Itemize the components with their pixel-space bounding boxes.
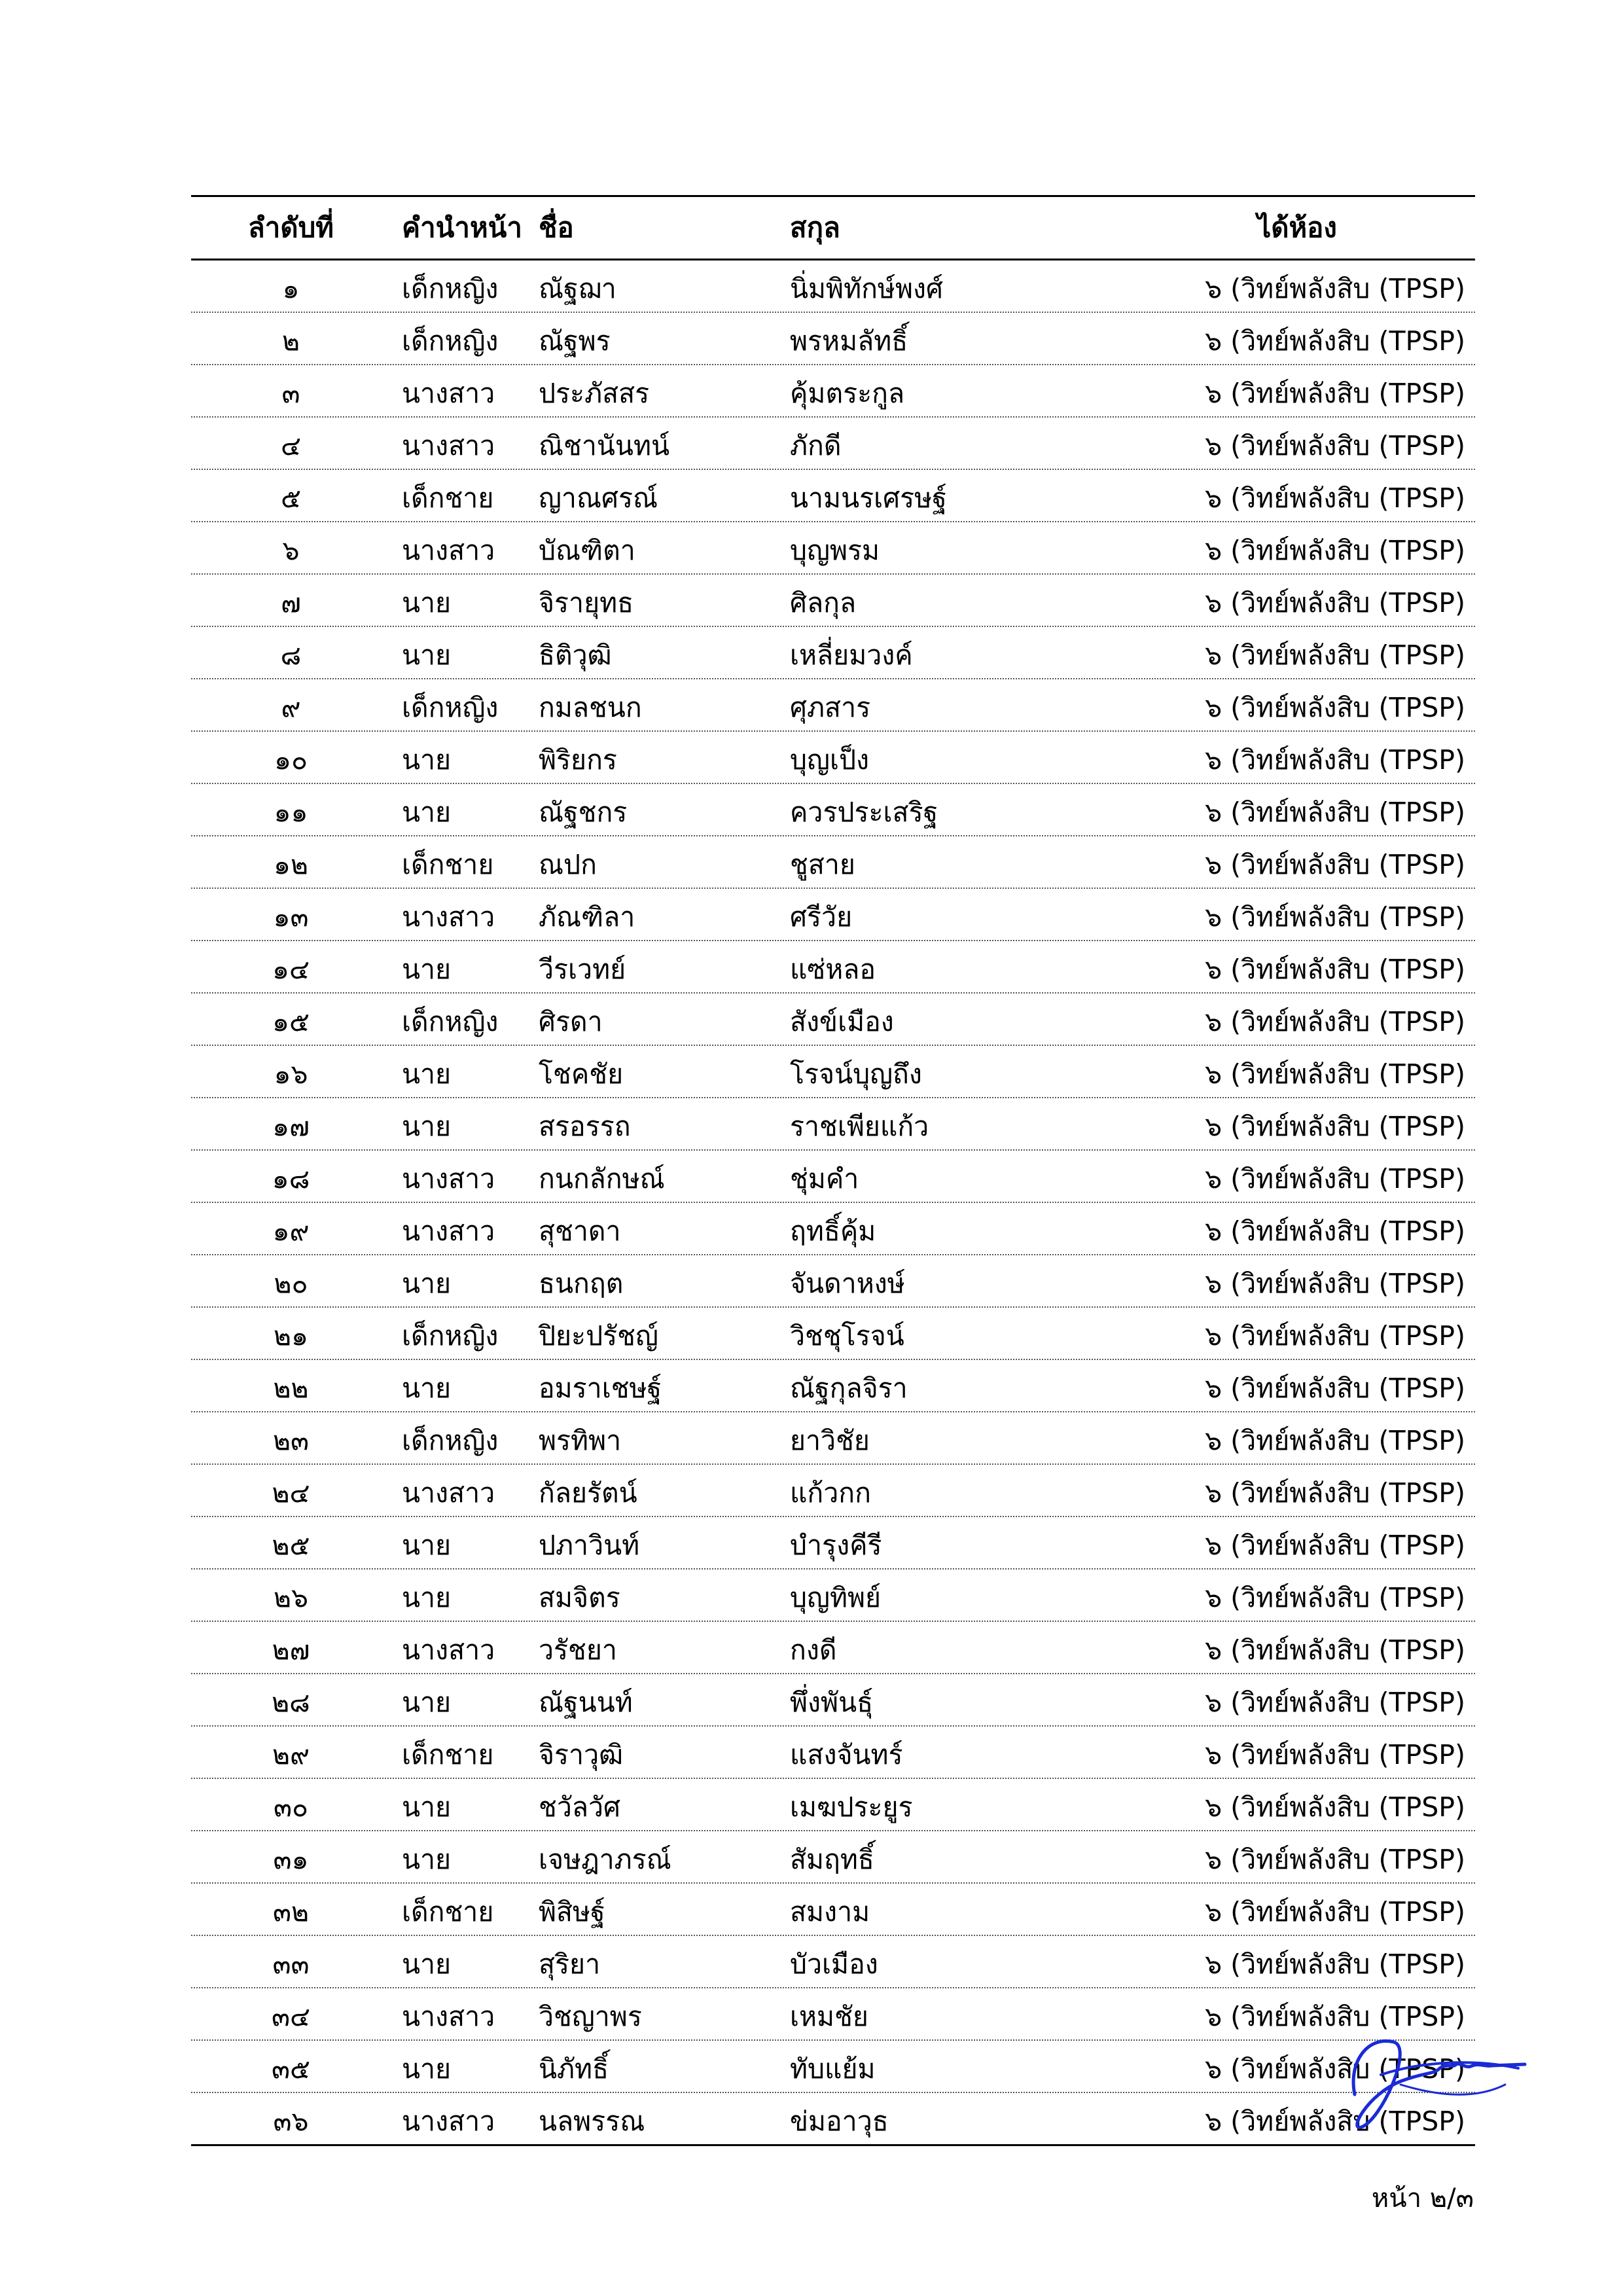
table-body <box>191 260 1475 2146</box>
cell-last-name: แสงจันทร์ <box>790 1739 903 1770</box>
cell-room: ๖ (วิทย์พลังสิบ (TPSP) <box>1205 1896 1465 1928</box>
table-row <box>191 1098 1475 1151</box>
cell-no: ๒ <box>281 325 300 357</box>
cell-no: ๓ <box>281 378 300 409</box>
cell-title: นางสาว <box>402 1634 495 1666</box>
cell-title: นาย <box>402 1687 452 1718</box>
table-row <box>191 522 1475 575</box>
cell-no: ๒๖ <box>273 1582 309 1613</box>
cell-room: ๖ (วิทย์พลังสิบ (TPSP) <box>1205 849 1465 880</box>
cell-room: ๖ (วิทย์พลังสิบ (TPSP) <box>1205 1058 1465 1090</box>
cell-room: ๖ (วิทย์พลังสิบ (TPSP) <box>1205 1791 1465 1823</box>
table-row <box>191 1622 1475 1674</box>
cell-first-name: สุริยา <box>539 1948 601 1980</box>
cell-no: ๔ <box>280 430 302 461</box>
cell-last-name: แซ่หลอ <box>790 954 876 985</box>
cell-first-name: สุชาดา <box>539 1215 621 1247</box>
student-room-table <box>191 195 1475 2146</box>
cell-last-name: แก้วกก <box>790 1477 871 1509</box>
cell-last-name: สัมฤทธิ์ <box>790 1844 874 1875</box>
cell-last-name: สมงาม <box>790 1896 870 1928</box>
cell-no: ๒๒ <box>273 1372 309 1404</box>
cell-first-name: บัณฑิตา <box>539 535 635 566</box>
cell-no: ๑๐ <box>274 744 308 776</box>
cell-no: ๑๗ <box>272 1111 310 1142</box>
cell-last-name: สังข์เมือง <box>790 1006 894 1037</box>
cell-no: ๑ <box>282 273 300 304</box>
cell-first-name: เจษฎาภรณ์ <box>539 1844 671 1875</box>
cell-room: ๖ (วิทย์พลังสิบ (TPSP) <box>1205 482 1465 514</box>
header-title: คำนำหน้า <box>402 211 522 243</box>
cell-no: ๑๓ <box>273 901 309 933</box>
cell-title: เด็กชาย <box>402 849 494 880</box>
cell-first-name: ธนกฤต <box>539 1268 624 1299</box>
cell-last-name: ชุ่มคำ <box>790 1163 859 1194</box>
cell-first-name: ณัฐนนท์ <box>539 1687 633 1718</box>
cell-room: ๖ (วิทย์พลังสิบ (TPSP) <box>1205 1372 1465 1404</box>
table-row <box>191 1046 1475 1098</box>
table-row <box>191 260 1475 313</box>
cell-title: นาย <box>402 1058 452 1090</box>
cell-first-name: กนกลักษณ์ <box>539 1163 665 1194</box>
cell-room: ๖ (วิทย์พลังสิบ (TPSP) <box>1205 901 1465 933</box>
cell-room: ๖ (วิทย์พลังสิบ (TPSP) <box>1205 1634 1465 1666</box>
table-header-row <box>191 195 1475 260</box>
cell-last-name: นิ่มพิทักษ์พงศ์ <box>790 273 944 304</box>
cell-no: ๕ <box>280 482 302 514</box>
cell-room: ๖ (วิทย์พลังสิบ (TPSP) <box>1205 1320 1465 1352</box>
table-row <box>191 2041 1475 2093</box>
cell-title: นางสาว <box>402 901 495 933</box>
cell-last-name: ชูสาย <box>790 849 855 880</box>
cell-title: นางสาว <box>402 535 495 566</box>
table-row <box>191 1517 1475 1570</box>
cell-title: เด็กหญิง <box>402 692 499 723</box>
cell-first-name: กัลยรัตน์ <box>539 1477 637 1509</box>
cell-last-name: ทับแย้ม <box>790 2053 876 2085</box>
cell-room: ๖ (วิทย์พลังสิบ (TPSP) <box>1205 535 1465 566</box>
cell-room: ๖ (วิทย์พลังสิบ (TPSP) <box>1205 1948 1465 1980</box>
cell-no: ๑๙ <box>272 1215 310 1247</box>
table-row <box>191 365 1475 418</box>
cell-last-name: บัวเมือง <box>790 1948 878 1980</box>
cell-first-name: สรอรรถ <box>539 1111 631 1142</box>
cell-first-name: จิราวุฒิ <box>539 1739 624 1770</box>
table-row <box>191 1779 1475 1831</box>
cell-room: ๖ (วิทย์พลังสิบ (TPSP) <box>1205 1111 1465 1142</box>
cell-no: ๒๙ <box>272 1739 310 1770</box>
table-row <box>191 418 1475 470</box>
cell-no: ๓๐ <box>273 1791 309 1823</box>
cell-title: นางสาว <box>402 2001 495 2032</box>
table-row <box>191 1831 1475 1884</box>
cell-first-name: ญาณศรณ์ <box>539 482 658 514</box>
cell-room: ๖ (วิทย์พลังสิบ (TPSP) <box>1205 1268 1465 1299</box>
cell-title: นางสาว <box>402 430 495 461</box>
cell-room: ๖ (วิทย์พลังสิบ (TPSP) <box>1205 1163 1465 1194</box>
table-row <box>191 1727 1475 1779</box>
cell-title: นางสาว <box>402 1163 495 1194</box>
cell-first-name: อมราเชษฐ์ <box>539 1372 662 1404</box>
cell-no: ๒๑ <box>273 1320 309 1352</box>
table-row <box>191 575 1475 627</box>
cell-room: ๖ (วิทย์พลังสิบ (TPSP) <box>1205 1687 1465 1718</box>
cell-title: เด็กหญิง <box>402 325 499 357</box>
cell-title: นางสาว <box>402 378 495 409</box>
table-row <box>191 1255 1475 1308</box>
cell-first-name: ธิติวุฒิ <box>539 639 612 671</box>
cell-no: ๑๕ <box>272 1006 310 1037</box>
cell-title: นาย <box>402 1268 452 1299</box>
table-row <box>191 1465 1475 1517</box>
cell-last-name: โรจน์บุญถึง <box>790 1058 922 1090</box>
table-row <box>191 732 1475 784</box>
cell-no: ๒๕ <box>272 1530 310 1561</box>
cell-first-name: กมลชนก <box>539 692 642 723</box>
cell-title: นาย <box>402 744 452 776</box>
header-no: ลำดับที่ <box>248 211 334 243</box>
cell-last-name: บุญทิพย์ <box>790 1582 882 1613</box>
header-room: ได้ห้อง <box>1257 211 1337 243</box>
cell-no: ๑๘ <box>272 1163 310 1194</box>
cell-title: เด็กหญิง <box>402 1425 499 1456</box>
cell-last-name: บุญเป็ง <box>790 744 870 776</box>
cell-title: นาย <box>402 1111 452 1142</box>
cell-last-name: นามนรเศรษฐ์ <box>790 482 947 514</box>
cell-room: ๖ (วิทย์พลังสิบ (TPSP) <box>1205 797 1465 828</box>
table-row <box>191 836 1475 889</box>
cell-first-name: ณัฐฌา <box>539 273 616 304</box>
header-first-name: ชื่อ <box>539 211 574 243</box>
cell-first-name: ณิชานันทน์ <box>539 430 669 461</box>
page-number: หน้า ๒/๓ <box>1371 2183 1474 2214</box>
cell-last-name: วิชชุโรจน์ <box>790 1320 904 1352</box>
cell-first-name: นลพรรณ <box>539 2106 645 2137</box>
cell-last-name: พรหมลัทธิ์ <box>790 325 908 357</box>
cell-title: เด็กหญิง <box>402 1320 499 1352</box>
cell-last-name: ควรประเสริฐ <box>790 797 938 828</box>
cell-first-name: ณัฐพร <box>539 325 611 357</box>
cell-first-name: นิภัทธิ์ <box>539 2053 609 2085</box>
cell-first-name: ประภัสสร <box>539 378 650 409</box>
cell-first-name: ภัณฑิลา <box>539 901 635 933</box>
cell-title: นาย <box>402 1530 452 1561</box>
cell-room: ๖ (วิทย์พลังสิบ (TPSP) <box>1205 639 1465 671</box>
table-row <box>191 313 1475 365</box>
cell-title: นาย <box>402 797 452 828</box>
cell-no: ๑๑ <box>274 797 308 828</box>
cell-no: ๒๘ <box>272 1687 310 1718</box>
cell-room: ๖ (วิทย์พลังสิบ (TPSP) <box>1205 692 1465 723</box>
table-row <box>191 784 1475 836</box>
cell-no: ๗ <box>281 587 301 619</box>
cell-no: ๒๐ <box>274 1268 308 1299</box>
cell-first-name: โชคชัย <box>539 1058 624 1090</box>
cell-room: ๖ (วิทย์พลังสิบ (TPSP) <box>1205 1477 1465 1509</box>
cell-room: ๖ (วิทย์พลังสิบ (TPSP) <box>1205 1425 1465 1456</box>
cell-last-name: เหมชัย <box>790 2001 868 2032</box>
table-row <box>191 2093 1475 2146</box>
cell-room: ๖ (วิทย์พลังสิบ (TPSP) <box>1205 587 1465 619</box>
cell-title: นาย <box>402 587 452 619</box>
cell-title: นางสาว <box>402 1215 495 1247</box>
cell-last-name: เหลี่ยมวงค์ <box>790 639 913 671</box>
cell-room: ๖ (วิทย์พลังสิบ (TPSP) <box>1205 1530 1465 1561</box>
cell-no: ๑๒ <box>273 849 309 880</box>
cell-no: ๓๓ <box>272 1948 310 1980</box>
cell-title: เด็กหญิง <box>402 1006 499 1037</box>
table-row <box>191 1151 1475 1203</box>
table-row <box>191 889 1475 941</box>
cell-last-name: ภักดี <box>790 430 842 461</box>
cell-room: ๖ (วิทย์พลังสิบ (TPSP) <box>1205 1844 1465 1875</box>
signature <box>1342 2022 1531 2140</box>
cell-first-name: ศิรดา <box>539 1006 603 1037</box>
table-row <box>191 1412 1475 1465</box>
cell-first-name: วีรเวทย์ <box>539 954 626 985</box>
table-row <box>191 994 1475 1046</box>
cell-title: นาย <box>402 2053 452 2085</box>
table-row <box>191 1988 1475 2041</box>
table-row <box>191 1308 1475 1360</box>
cell-room: ๖ (วิทย์พลังสิบ (TPSP) <box>1205 2053 1465 2085</box>
cell-last-name: ราชเพียแก้ว <box>790 1111 929 1142</box>
cell-title: เด็กชาย <box>402 482 494 514</box>
cell-room: ๖ (วิทย์พลังสิบ (TPSP) <box>1205 1739 1465 1770</box>
cell-no: ๒๔ <box>272 1477 310 1509</box>
cell-last-name: บำรุงคีรี <box>790 1530 882 1561</box>
cell-first-name: ปภาวินท์ <box>539 1530 640 1561</box>
cell-room: ๖ (วิทย์พลังสิบ (TPSP) <box>1205 954 1465 985</box>
cell-last-name: ยาวิชัย <box>790 1425 870 1456</box>
cell-no: ๓๔ <box>271 2001 311 2032</box>
cell-room: ๖ (วิทย์พลังสิบ (TPSP) <box>1205 1582 1465 1613</box>
cell-last-name: ศรีวัย <box>790 901 853 933</box>
cell-no: ๖ <box>282 535 300 566</box>
cell-last-name: ฤทธิ์คุ้ม <box>790 1215 876 1247</box>
table-row <box>191 941 1475 994</box>
cell-no: ๙ <box>281 692 301 723</box>
table-row <box>191 627 1475 679</box>
cell-room: ๖ (วิทย์พลังสิบ (TPSP) <box>1205 744 1465 776</box>
cell-room: ๖ (วิทย์พลังสิบ (TPSP) <box>1205 2106 1465 2137</box>
cell-title: นางสาว <box>402 2106 495 2137</box>
cell-last-name: ศิลกุล <box>790 587 857 619</box>
cell-first-name: ชวัลวัศ <box>539 1791 621 1823</box>
table-row <box>191 1570 1475 1622</box>
cell-first-name: พิสิษฐ์ <box>539 1896 605 1928</box>
table-row <box>191 1360 1475 1412</box>
cell-room: ๖ (วิทย์พลังสิบ (TPSP) <box>1205 273 1465 304</box>
cell-first-name: วรัชยา <box>539 1634 617 1666</box>
cell-first-name: วิชญาพร <box>539 2001 642 2032</box>
cell-title: เด็กหญิง <box>402 273 499 304</box>
cell-title: นาย <box>402 1948 452 1980</box>
cell-room: ๖ (วิทย์พลังสิบ (TPSP) <box>1205 2001 1465 2032</box>
cell-last-name: ข่มอาวุธ <box>790 2106 889 2137</box>
table-row <box>191 1936 1475 1988</box>
cell-room: ๖ (วิทย์พลังสิบ (TPSP) <box>1205 325 1465 357</box>
cell-first-name: สมจิตร <box>539 1582 620 1613</box>
cell-no: ๘ <box>280 639 302 671</box>
cell-title: นาย <box>402 954 452 985</box>
cell-title: นาย <box>402 1791 452 1823</box>
cell-last-name: กงดี <box>790 1634 837 1666</box>
cell-title: เด็กชาย <box>402 1739 494 1770</box>
cell-last-name: คุ้มตระกูล <box>790 378 905 409</box>
table-row <box>191 1203 1475 1255</box>
cell-last-name: จันดาหงษ์ <box>790 1268 905 1299</box>
cell-no: ๑๔ <box>272 954 310 985</box>
cell-title: นาย <box>402 1582 452 1613</box>
cell-title: นาย <box>402 1844 452 1875</box>
cell-last-name: บุญพรม <box>790 535 880 566</box>
cell-first-name: ปิยะปรัชญ์ <box>539 1320 658 1352</box>
cell-room: ๖ (วิทย์พลังสิบ (TPSP) <box>1205 430 1465 461</box>
cell-room: ๖ (วิทย์พลังสิบ (TPSP) <box>1205 1006 1465 1037</box>
cell-no: ๒๗ <box>272 1634 310 1666</box>
cell-last-name: พึ่งพันธุ์ <box>790 1687 874 1718</box>
header-last-name: สกุล <box>790 211 840 243</box>
cell-first-name: จิรายุทธ <box>539 587 634 619</box>
cell-title: นาย <box>402 1372 452 1404</box>
cell-last-name: เมฆประยูร <box>790 1791 913 1823</box>
cell-no: ๒๓ <box>272 1425 310 1456</box>
cell-first-name: ณปก <box>539 849 597 880</box>
cell-no: ๓๒ <box>272 1896 310 1928</box>
cell-title: นางสาว <box>402 1477 495 1509</box>
table-row <box>191 470 1475 522</box>
cell-last-name: ณัฐกุลจิรา <box>790 1372 908 1404</box>
cell-first-name: พิริยกร <box>539 744 617 776</box>
cell-no: ๓๖ <box>273 2106 309 2137</box>
cell-last-name: ศุภสาร <box>790 692 871 723</box>
cell-title: เด็กชาย <box>402 1896 494 1928</box>
table-row <box>191 679 1475 732</box>
cell-first-name: พรทิพา <box>539 1425 622 1456</box>
cell-room: ๖ (วิทย์พลังสิบ (TPSP) <box>1205 378 1465 409</box>
cell-no: ๓๑ <box>273 1844 309 1875</box>
cell-title: นาย <box>402 639 452 671</box>
table-row <box>191 1674 1475 1727</box>
cell-no: ๓๕ <box>271 2053 311 2085</box>
cell-room: ๖ (วิทย์พลังสิบ (TPSP) <box>1205 1215 1465 1247</box>
table-row <box>191 1884 1475 1936</box>
cell-no: ๑๖ <box>274 1058 308 1090</box>
cell-first-name: ณัฐชกร <box>539 797 628 828</box>
